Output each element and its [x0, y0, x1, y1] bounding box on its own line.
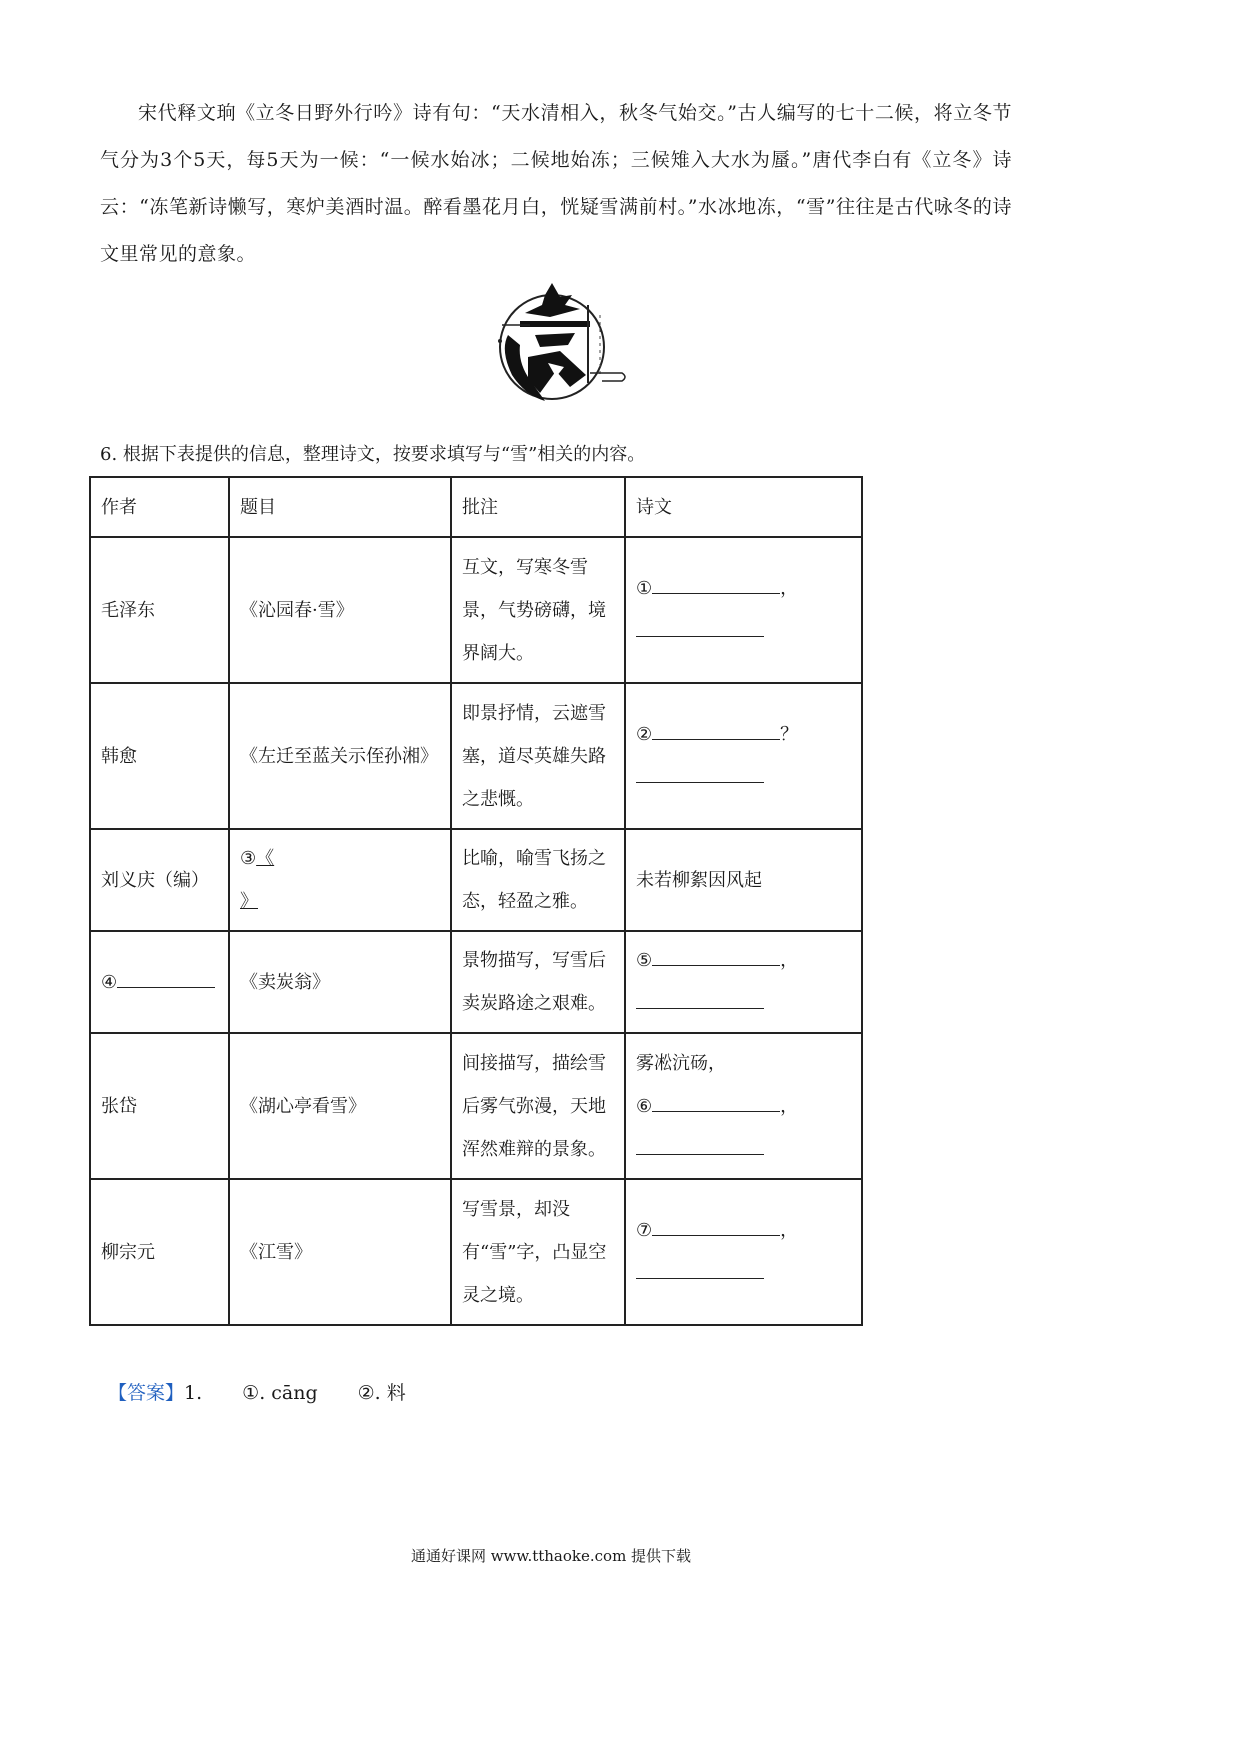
blank-marker: ⑤ [636, 950, 653, 971]
answer-blank[interactable] [652, 573, 780, 594]
verse-punct: ， [780, 578, 799, 599]
author-cell [90, 931, 229, 1033]
title-cell: 《湖心亭看雪》 [229, 1033, 451, 1179]
note-cell: 间接描写，描绘雪后雾气弥漫，天地浑然难辩的景象。 [451, 1033, 625, 1179]
question-text: 6. 根据下表提供的信息，整理诗文，按要求填写与“雪”相关的内容。 [100, 444, 646, 465]
author-cell: 柳宗元 [90, 1179, 229, 1325]
answer-blank[interactable] [636, 988, 764, 1009]
title-blank[interactable]: 《》 [240, 848, 275, 912]
author-cell: 刘义庆（编） [90, 829, 229, 931]
blank-marker: ④ [101, 971, 118, 993]
answer-line [108, 1378, 406, 1405]
answer-blank[interactable] [652, 719, 780, 740]
note-cell: 比喻，喻雪飞扬之态，轻盈之雅。 [451, 829, 625, 931]
verse-cell [625, 1179, 862, 1325]
note-cell: 即景抒情，云遮雪塞，道尽英雄失路之悲慨。 [451, 683, 625, 829]
author-cell: 毛泽东 [90, 537, 229, 683]
table-row [90, 829, 862, 931]
lidong-calligraphy-seal-icon [490, 275, 630, 410]
answer-number: 1. [184, 1382, 203, 1404]
answer-tag: 【答案】 [108, 1382, 185, 1404]
answer-blank[interactable] [117, 967, 215, 988]
logo-text: 立冬 [490, 275, 492, 276]
table-row [90, 1033, 862, 1179]
note-cell: 写雪景，却没有“雪”字，凸显空灵之境。 [451, 1179, 625, 1325]
title-cell: 《左迁至蓝关示侄孙湘》 [229, 683, 451, 829]
title-cell [229, 829, 451, 931]
answer-item-2: ②. 料 [357, 1382, 406, 1404]
blank-marker: ① [636, 578, 653, 599]
header-note: 批注 [451, 477, 625, 537]
poem-table [89, 476, 863, 1326]
answer-blank[interactable] [652, 1215, 780, 1236]
answer-item-1: ①. cāng [242, 1382, 318, 1404]
verse-cell: 未若柳絮因风起 [625, 829, 862, 931]
blank-marker: ③ [240, 848, 257, 869]
title-cell: 《江雪》 [229, 1179, 451, 1325]
verse-punct: ？ [780, 724, 799, 745]
author-cell: 张岱 [90, 1033, 229, 1179]
table-row [90, 537, 862, 683]
note-cell: 景物描写，写雪后卖炭路途之艰难。 [451, 931, 625, 1033]
title-cell: 《沁园春·雪》 [229, 537, 451, 683]
table-header-row [90, 477, 862, 537]
verse-cell [625, 931, 862, 1033]
table-row [90, 683, 862, 829]
author-cell: 韩愈 [90, 683, 229, 829]
blank-marker: ⑦ [636, 1220, 653, 1241]
verse-punct: ， [780, 1095, 799, 1117]
answer-blank[interactable] [636, 616, 764, 637]
blank-marker: ② [636, 724, 653, 745]
header-author: 作者 [90, 477, 229, 537]
answer-blank[interactable] [652, 1091, 780, 1112]
answer-blank[interactable] [636, 1134, 764, 1155]
table-row [90, 931, 862, 1033]
verse-line: 雾凇沆砀， [636, 1052, 726, 1074]
verse-cell [625, 1033, 862, 1179]
verse-cell [625, 537, 862, 683]
blank-marker: ⑥ [636, 1095, 653, 1117]
answer-blank[interactable] [636, 762, 764, 783]
verse-cell [625, 683, 862, 829]
verse-punct: ， [780, 1220, 799, 1241]
title-cell: 《卖炭翁》 [229, 931, 451, 1033]
answer-blank[interactable] [636, 1258, 764, 1279]
answer-blank[interactable] [652, 945, 780, 966]
header-verse: 诗文 [625, 477, 862, 537]
note-cell: 互文，写寒冬雪景，气势磅礴，境界阔大。 [451, 537, 625, 683]
header-title: 题目 [229, 477, 451, 537]
intro-paragraph: 宋代释文珦《立冬日野外行吟》诗有句：“天水清相入，秋冬气始交。”古人编写的七十二候，将立冬节气分为3个5天，每5天为一候：“一候水始冰；二候地始冻；三候雉入大水为蜃。”唐代李白有《立冬》诗云：“冻笔新诗懒写，寒炉美酒时温。醉看墨花月白，恍疑雪满前村。”水冰地冻，“雪”往往是古代咏冬的诗文里常见的意象。 [100, 102, 1012, 265]
footer-watermark: 通通好课网 www.tthaoke.com 提供下载 [410, 1547, 692, 1565]
table-row [90, 1179, 862, 1325]
verse-punct: ， [780, 950, 799, 971]
